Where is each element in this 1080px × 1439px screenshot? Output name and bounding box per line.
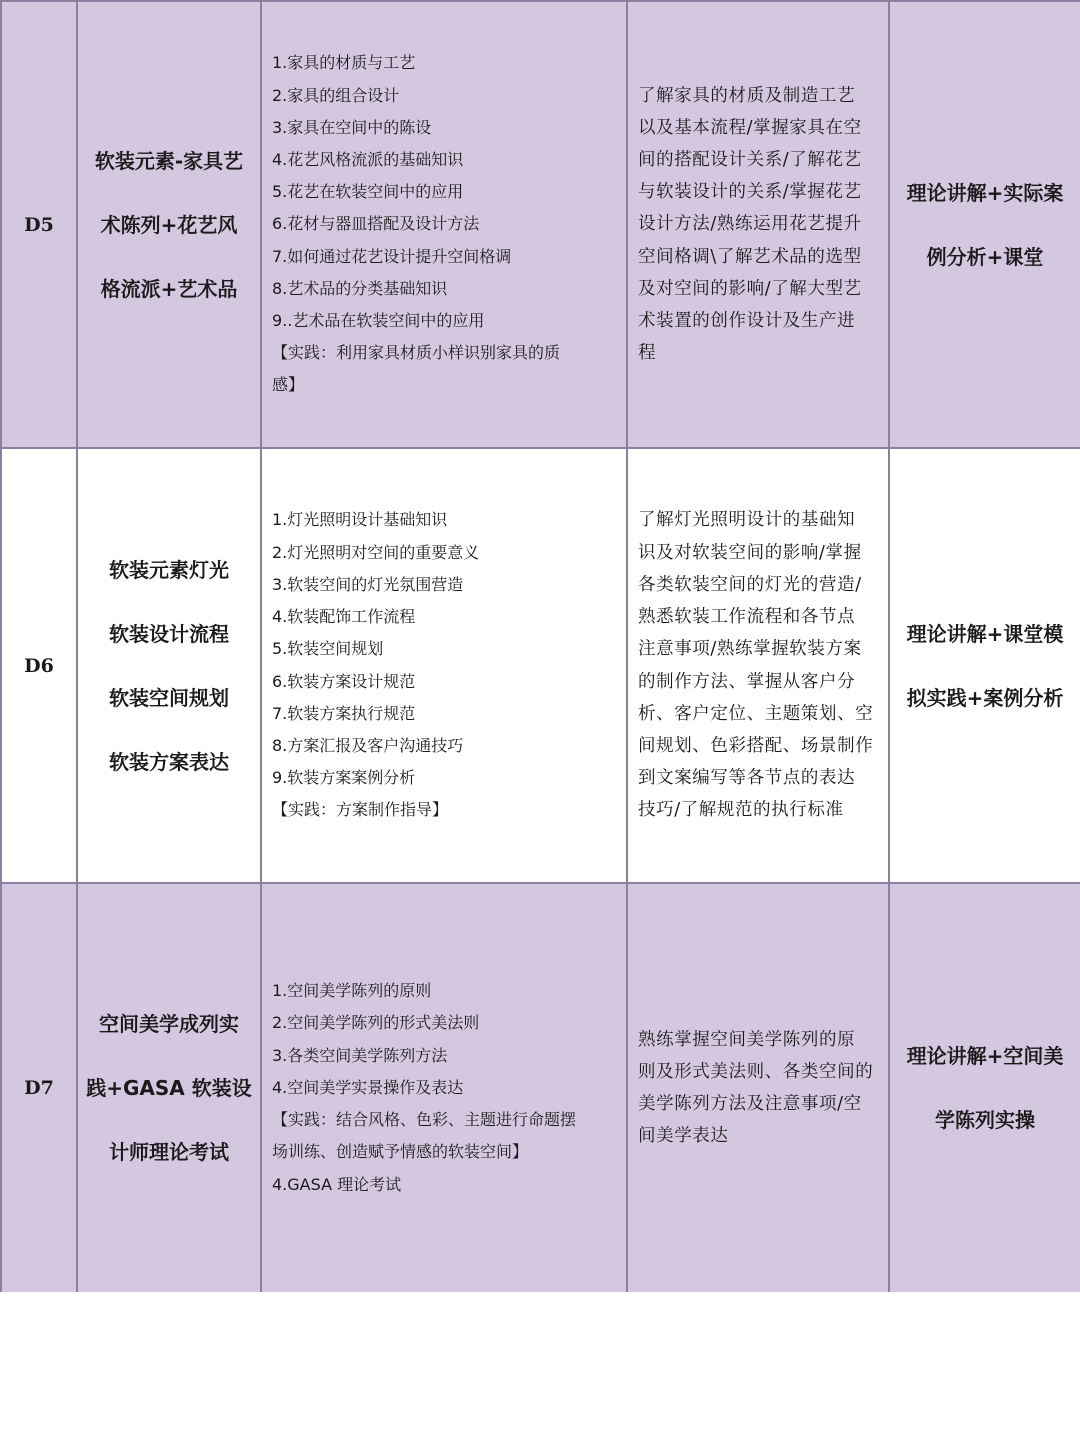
method-line: 理论讲解+空间美 bbox=[906, 1044, 1064, 1068]
content-line: 场训练、创造赋予情感的软装空间】 bbox=[272, 1142, 529, 1162]
content-line: 1.空间美学陈列的原则 bbox=[272, 981, 432, 1001]
topic-line: 空间美学成列实 bbox=[99, 1012, 239, 1036]
content-line: 【实践：结合风格、色彩、主题进行命题摆 bbox=[272, 1110, 577, 1130]
page-bottom-margin bbox=[0, 1292, 1080, 1439]
goal-line: 技巧/了解规范的执行标准 bbox=[638, 800, 844, 821]
content-cell bbox=[261, 883, 627, 1293]
goal-line: 到文案编写等各节点的表达 bbox=[638, 768, 856, 789]
topic-line: 术陈列+花艺风 bbox=[100, 212, 238, 237]
goal-line: 注意事项/熟练掌握软装方案 bbox=[638, 639, 862, 660]
goal-line: 识及对软装空间的影响/掌握 bbox=[638, 542, 862, 563]
table-row-d7 bbox=[1, 883, 1080, 1293]
goal-line: 术装置的创作设计及生产进 bbox=[638, 311, 856, 331]
content-line: 3.软装空间的灯光氛围营造 bbox=[272, 574, 464, 594]
goal-line: 则及形式美法则、各类空间的 bbox=[638, 1061, 874, 1082]
topic-line: 软装方案表达 bbox=[109, 749, 229, 774]
content-line: 2.空间美学陈列的形式美法则 bbox=[272, 1013, 480, 1033]
topic-cell bbox=[77, 448, 261, 883]
goal-line: 的制作方法、掌握从客户分 bbox=[638, 671, 856, 692]
goal-line: 熟悉软装工作流程和各节点 bbox=[638, 607, 856, 628]
content-line: 6.软装方案设计规范 bbox=[272, 671, 416, 691]
content-line: 9.软装方案案例分析 bbox=[272, 768, 416, 788]
goal-line: 及对空间的影响/了解大型艺 bbox=[638, 278, 862, 299]
topic-line: 格流派+艺术品 bbox=[100, 276, 238, 301]
topic-line: 软装设计流程 bbox=[109, 621, 229, 646]
content-line: 7.软装方案执行规范 bbox=[272, 703, 416, 723]
topic-line: 软装元素灯光 bbox=[109, 557, 229, 582]
goal-line: 美学陈列方法及注意事项/空 bbox=[638, 1094, 862, 1114]
topic-cell bbox=[77, 1, 261, 448]
goal-cell bbox=[627, 1, 889, 448]
method-cell bbox=[889, 1, 1080, 448]
topic-line: 践+GASA 软装设 bbox=[86, 1076, 252, 1100]
content-line: 4.空间美学实景操作及表达 bbox=[272, 1077, 464, 1097]
content-line: 8.方案汇报及客户沟通技巧 bbox=[272, 735, 464, 755]
goal-cell bbox=[627, 448, 889, 883]
content-line: 7.如何通过花艺设计提升空间格调 bbox=[272, 246, 512, 266]
method-line: 拟实践+案例分析 bbox=[906, 685, 1064, 710]
content-line: 8.艺术品的分类基础知识 bbox=[272, 278, 448, 298]
content-line: 3.各类空间美学陈列方法 bbox=[272, 1045, 448, 1065]
method-line: 例分析+课堂 bbox=[926, 244, 1044, 269]
content-line: 6.花材与器皿搭配及设计方法 bbox=[272, 214, 480, 234]
content-line: 4.花艺风格流派的基础知识 bbox=[272, 149, 464, 169]
method-line: 理论讲解+课堂模 bbox=[906, 621, 1064, 646]
goal-line: 间美学表达 bbox=[638, 1126, 729, 1147]
goal-line: 熟练掌握空间美学陈列的原 bbox=[638, 1029, 856, 1050]
table-row-d5 bbox=[1, 1, 1080, 448]
content-line: 1.灯光照明设计基础知识 bbox=[272, 510, 448, 530]
goal-line: 与软装设计的关系/掌握花艺 bbox=[638, 182, 862, 203]
day-cell: D7 bbox=[1, 883, 77, 1293]
content-line: 5.花艺在软装空间中的应用 bbox=[272, 182, 464, 202]
content-line: 2.灯光照明对空间的重要意义 bbox=[272, 542, 480, 562]
goal-cell bbox=[627, 883, 889, 1293]
topic-cell bbox=[77, 883, 261, 1293]
goal-line: 以及基本流程/掌握家具在空 bbox=[638, 117, 862, 138]
content-line: 2.家具的组合设计 bbox=[272, 85, 400, 105]
goal-line: 程 bbox=[638, 343, 657, 364]
content-line: 【实践：利用家具材质小样识别家具的质 bbox=[272, 343, 561, 363]
goal-line: 设计方法/熟练运用花艺提升 bbox=[638, 214, 862, 235]
goal-line: 间的搭配设计关系/了解花艺 bbox=[638, 149, 862, 170]
goal-line: 间规划、色彩搭配、场景制作 bbox=[638, 735, 874, 756]
topic-line: 软装元素-家具艺 bbox=[94, 148, 244, 173]
goal-line: 各类软装空间的灯光的营造/ bbox=[638, 574, 862, 595]
content-line: 4.GASA 理论考试 bbox=[272, 1174, 402, 1194]
goal-line: 空间格调\了解艺术品的选型 bbox=[638, 246, 862, 267]
day-cell: D5 bbox=[1, 1, 77, 448]
content-line: 5.软装空间规划 bbox=[272, 639, 384, 659]
content-line: 【实践：方案制作指导】 bbox=[272, 800, 449, 820]
content-line: 4.软装配饰工作流程 bbox=[272, 607, 416, 627]
topic-line: 计师理论考试 bbox=[109, 1140, 229, 1164]
table-row-d6 bbox=[1, 448, 1080, 883]
topic-line: 软装空间规划 bbox=[109, 685, 229, 710]
goal-line: 了解家具的材质及制造工艺 bbox=[638, 85, 856, 106]
goal-line: 了解灯光照明设计的基础知 bbox=[638, 510, 856, 531]
day-cell: D6 bbox=[1, 448, 77, 883]
method-line: 理论讲解+实际案 bbox=[906, 180, 1064, 205]
method-cell bbox=[889, 883, 1080, 1293]
content-line: 感】 bbox=[272, 375, 305, 395]
content-cell bbox=[261, 448, 627, 883]
method-cell bbox=[889, 448, 1080, 883]
method-line: 学陈列实操 bbox=[935, 1108, 1035, 1132]
goal-line: 析、客户定位、主题策划、空 bbox=[638, 703, 874, 724]
content-line: 3.家具在空间中的陈设 bbox=[272, 117, 432, 137]
content-line: 9..艺术品在软装空间中的应用 bbox=[272, 311, 485, 330]
content-cell bbox=[261, 1, 627, 448]
content-line: 1.家具的材质与工艺 bbox=[272, 53, 416, 73]
